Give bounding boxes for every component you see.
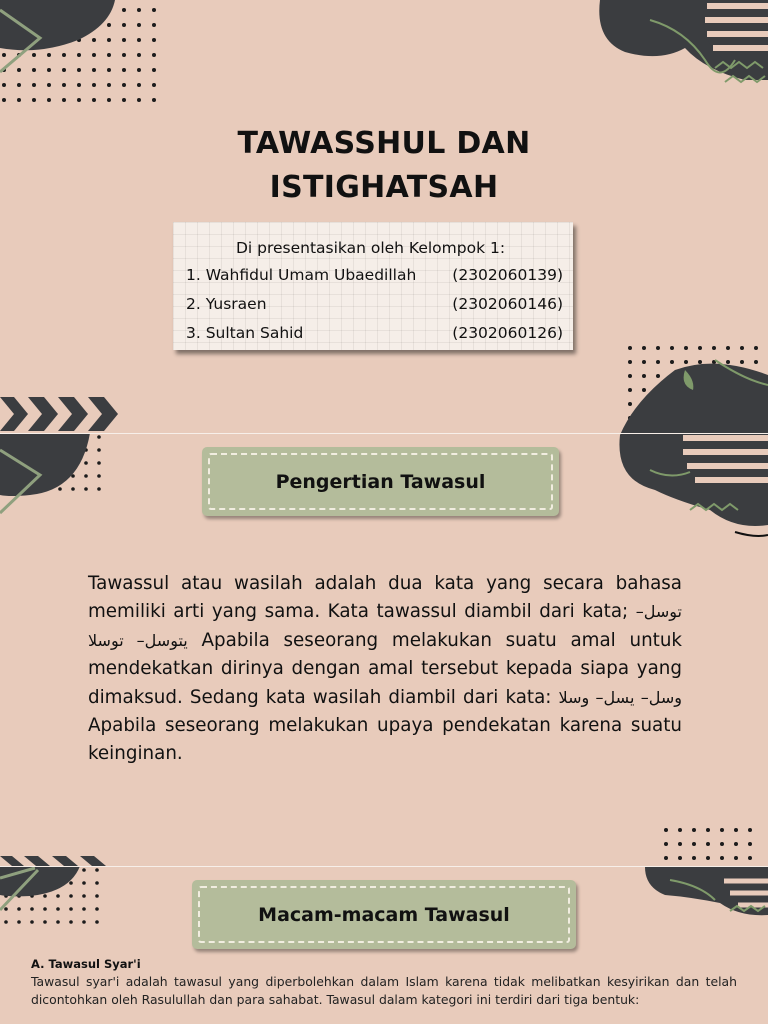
decor-dot xyxy=(754,360,758,364)
decor-dot xyxy=(77,98,81,102)
decor-dot xyxy=(107,83,111,87)
decor-dot xyxy=(137,8,141,12)
member-id: (2302060126) xyxy=(452,324,563,342)
decor-dot xyxy=(95,920,99,924)
decor-dot xyxy=(642,374,646,378)
decor-dot xyxy=(748,828,752,832)
decor-dot xyxy=(107,98,111,102)
decor-dot xyxy=(692,856,696,860)
decor-dot xyxy=(82,920,86,924)
decor-dot xyxy=(107,53,111,57)
decor-dot xyxy=(30,907,34,911)
decor-dot xyxy=(698,360,702,364)
decor-dot xyxy=(62,98,66,102)
decor-dot xyxy=(95,868,99,872)
arabic-term: وسل– يسل– وسلا xyxy=(558,687,682,707)
sub-heading-tawasul-syari: A. Tawasul Syar'i xyxy=(31,957,141,971)
decor-dot xyxy=(152,68,156,72)
decor-dot xyxy=(628,388,632,392)
decor-dot xyxy=(84,487,88,491)
decor-dot xyxy=(82,894,86,898)
decor-dot xyxy=(56,920,60,924)
decor-dot xyxy=(656,346,660,350)
page-divider xyxy=(0,433,768,434)
decor-dot xyxy=(17,98,21,102)
decor-dot xyxy=(706,842,710,846)
decor-dot xyxy=(740,346,744,350)
member-name: 2. Yusraen xyxy=(186,295,267,313)
paragraph-text: Apabila seseorang melakukan upaya pendekatan karena suatu keinginan. xyxy=(88,715,682,765)
decor-dot xyxy=(706,828,710,832)
decor-dot xyxy=(71,487,75,491)
decor-dot xyxy=(152,53,156,57)
decor-dot xyxy=(726,360,730,364)
decor-dot xyxy=(642,360,646,364)
member-id: (2302060139) xyxy=(452,266,563,284)
decor-dot xyxy=(107,68,111,72)
decor-dot xyxy=(152,98,156,102)
paragraph-text: Apabila seseorang melakukan suatu amal untuk mendekatkan dirinya dengan amal tersebut kepada siapa yang dimaksud. Sedang kata wasilah diambil dari kata: xyxy=(88,629,682,708)
decor-dot xyxy=(62,68,66,72)
decor-dot xyxy=(4,920,8,924)
decor-dot xyxy=(628,360,632,364)
decor-dot xyxy=(748,856,752,860)
decor-dot xyxy=(122,83,126,87)
decor-dot xyxy=(4,907,8,911)
decor-dot xyxy=(95,894,99,898)
decor-dot xyxy=(642,346,646,350)
member-row xyxy=(186,319,563,348)
decor-dot xyxy=(692,828,696,832)
title-line-2: ISTIGHATSAH xyxy=(269,170,499,205)
decor-dot xyxy=(32,68,36,72)
decor-dot xyxy=(137,23,141,27)
decor-dot xyxy=(712,346,716,350)
sub-paragraph: Tawasul syar'i adalah tawasul yang diperbolehkan dalam Islam karena tidak melibatkan kesyirikan dan telah dicontohkan oleh Rasulullah dan para sahabat. Tawasul dalam kategori ini terdiri dari tiga bentuk: xyxy=(31,974,737,1007)
decor-dot xyxy=(84,461,88,465)
decor-dot xyxy=(92,83,96,87)
decor-dot xyxy=(92,68,96,72)
decor-dot xyxy=(122,38,126,42)
decor-dot xyxy=(97,448,101,452)
decor-dot xyxy=(47,68,51,72)
decor-dot xyxy=(748,842,752,846)
decor-dot xyxy=(678,842,682,846)
decor-dot xyxy=(32,98,36,102)
decor-dot xyxy=(754,346,758,350)
decor-dot xyxy=(726,346,730,350)
decor-dot xyxy=(56,894,60,898)
decor-dot xyxy=(656,374,660,378)
decor-dot xyxy=(720,842,724,846)
decor-dot xyxy=(684,360,688,364)
decor-dot xyxy=(43,894,47,898)
decor-dot xyxy=(152,23,156,27)
decor-dot xyxy=(734,842,738,846)
decor-dot xyxy=(122,53,126,57)
decor-dot xyxy=(720,828,724,832)
decor-dot xyxy=(43,907,47,911)
decor-dot xyxy=(62,83,66,87)
decor-dot xyxy=(17,83,21,87)
decor-dot xyxy=(2,83,6,87)
decor-dot xyxy=(692,842,696,846)
page-divider xyxy=(0,866,768,867)
decor-dot xyxy=(77,53,81,57)
lower-left-decoration xyxy=(0,850,120,940)
decor-dot xyxy=(82,907,86,911)
decor-dot xyxy=(107,38,111,42)
decor-dot xyxy=(47,53,51,57)
decor-dot xyxy=(670,346,674,350)
decor-dot xyxy=(95,907,99,911)
right-middle-decoration xyxy=(615,340,768,540)
presenter-intro: Di presentasikan oleh Kelompok 1: xyxy=(235,239,506,257)
decor-dot xyxy=(122,98,126,102)
decor-dot xyxy=(32,83,36,87)
decor-dot xyxy=(77,68,81,72)
decor-dot xyxy=(628,402,632,406)
decor-dot xyxy=(137,98,141,102)
decor-dot xyxy=(97,474,101,478)
decor-dot xyxy=(58,487,62,491)
decor-dot xyxy=(2,98,6,102)
decor-dot xyxy=(642,388,646,392)
member-id: (2302060146) xyxy=(452,295,563,313)
decor-dot xyxy=(92,53,96,57)
title-line-1: TAWASSHUL DAN xyxy=(237,126,531,161)
decor-dot xyxy=(17,68,21,72)
decor-dot xyxy=(706,856,710,860)
section-heading-pengertian xyxy=(202,447,559,516)
decor-dot xyxy=(97,487,101,491)
decor-dot xyxy=(2,53,6,57)
decor-dot xyxy=(47,98,51,102)
decor-dot xyxy=(84,474,88,478)
decor-dot xyxy=(670,360,674,364)
decor-dot xyxy=(628,346,632,350)
member-name: 3. Sultan Sahid xyxy=(186,324,304,342)
decor-dot xyxy=(47,83,51,87)
decor-dot xyxy=(97,435,101,439)
decor-dot xyxy=(69,907,73,911)
decor-dot xyxy=(62,53,66,57)
decor-dot xyxy=(664,856,668,860)
decor-dot xyxy=(152,83,156,87)
decor-dot xyxy=(678,828,682,832)
decor-dot xyxy=(56,907,60,911)
decor-dot xyxy=(69,920,73,924)
decor-dot xyxy=(97,461,101,465)
decor-dot xyxy=(734,856,738,860)
top-left-decoration xyxy=(0,0,170,110)
arabic-term: توسل– يتوسل– توسلا xyxy=(88,602,682,650)
member-row xyxy=(186,261,563,290)
decor-dot xyxy=(734,828,738,832)
decor-dot xyxy=(664,842,668,846)
member-name: 1. Wahfidul Umam Ubaedillah xyxy=(186,266,417,284)
decor-dot xyxy=(122,23,126,27)
decor-dot xyxy=(92,98,96,102)
paragraph-text: Tawassul atau wasilah adalah dua kata yang secara bahasa memiliki arti yang sama. Kata tawassul diambil dari kata; xyxy=(88,573,682,623)
top-right-decoration xyxy=(595,0,768,100)
decor-dot xyxy=(152,38,156,42)
decor-dot xyxy=(95,881,99,885)
section-heading-macam xyxy=(192,880,576,949)
decor-dot xyxy=(656,360,660,364)
decor-dot xyxy=(684,346,688,350)
decor-dot xyxy=(17,907,21,911)
decor-dot xyxy=(30,920,34,924)
decor-dot xyxy=(32,53,36,57)
page-title xyxy=(0,122,768,210)
decor-dot xyxy=(698,346,702,350)
decor-dot xyxy=(137,83,141,87)
decor-dot xyxy=(122,68,126,72)
decor-dot xyxy=(43,920,47,924)
decor-dot xyxy=(122,8,126,12)
decor-dot xyxy=(152,8,156,12)
presenter-card xyxy=(173,222,573,350)
decor-dot xyxy=(740,360,744,364)
decor-dot xyxy=(69,894,73,898)
decor-dot xyxy=(17,920,21,924)
decor-dot xyxy=(137,38,141,42)
decor-dot xyxy=(107,23,111,27)
decor-dot xyxy=(137,68,141,72)
section-heading-label: Macam-macam Tawasul xyxy=(258,903,510,926)
definition-paragraph xyxy=(88,570,682,769)
decor-dot xyxy=(77,83,81,87)
decor-dot xyxy=(69,881,73,885)
decor-dot xyxy=(678,856,682,860)
section-heading-label: Pengertian Tawasul xyxy=(275,470,486,493)
decor-dot xyxy=(82,881,86,885)
decor-dot xyxy=(628,374,632,378)
decor-dot xyxy=(82,868,86,872)
decor-dot xyxy=(664,828,668,832)
decor-dot xyxy=(137,53,141,57)
left-middle-decoration xyxy=(0,395,125,520)
lower-right-decoration xyxy=(640,825,768,925)
decor-dot xyxy=(720,856,724,860)
decor-dot xyxy=(92,38,96,42)
member-row xyxy=(186,290,563,319)
